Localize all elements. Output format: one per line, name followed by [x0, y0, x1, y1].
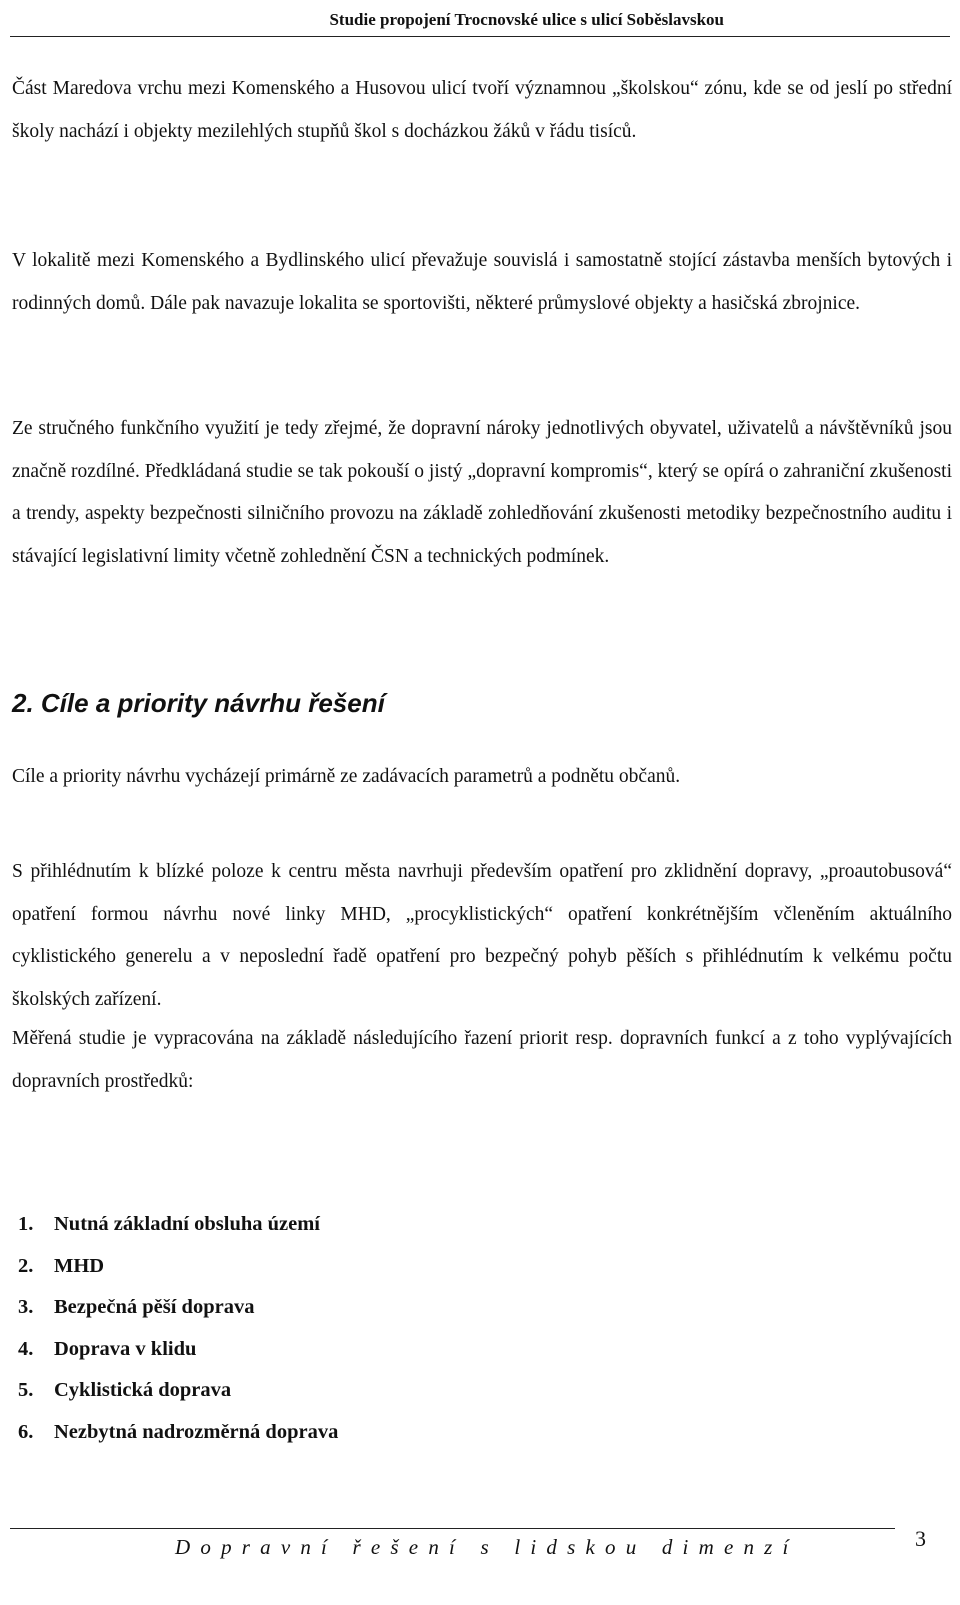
page-number: 3 [915, 1526, 926, 1551]
page-header [10, 0, 950, 37]
footer-rule [10, 1528, 895, 1529]
list-item-label: Cyklistická doprava [54, 1379, 232, 1402]
section-body-priorities: Měřená studie je vypracována na základě následujícího řazení priorit resp. dopravních funkcí a z toho vyplývajících dopravních prostředků: [12, 1028, 952, 1092]
list-item-label: Bezpečná pěší doprava [54, 1296, 255, 1319]
list-item-number: 3. [18, 1296, 34, 1319]
list-item-number: 6. [18, 1420, 34, 1443]
section-intro: Cíle a priority návrhu vycházejí primárně ze zadávacích parametrů a podnětu občanů. [12, 766, 681, 787]
footer-motto: Dopravní řešení s lidskou dimenzí [175, 1535, 799, 1559]
list-item-label: MHD [54, 1254, 105, 1277]
list-item [18, 1287, 338, 1329]
paragraph-residential-area: V lokalitě mezi Komenského a Bydlinského ulicí převažuje souvislá i samostatně stojící zástavba menších bytových i rodinných domů. Dále pak navazuje lokalita se sportovišti, některé průmyslové objekty a hasičská zbrojnice. [12, 250, 952, 314]
list-item-number: 1. [18, 1213, 34, 1235]
list-item-label: Nutná základní obsluha území [54, 1213, 320, 1235]
list-item-number: 2. [18, 1254, 34, 1277]
priority-list [18, 1204, 338, 1454]
paragraph-traffic-compromise: Ze stručného funkčního využití je tedy zřejmé, že dopravní nároky jednotlivých obyvatel, uživatelů a návštěvníků jsou značně rozdílné. Předkládaná studie se tak pokouší o jistý „dopravní kompromis“, který se opírá o zahraniční zkušenosti a trendy, aspekty bezpečnosti silničního provozu na základě zohledňování zkušenosti metodiky bezpečnostního auditu i stávající legislativní limity včetně zohlednění ČSN a technických podmínek. [12, 418, 952, 567]
list-item [18, 1204, 338, 1246]
list-item-number: 4. [18, 1337, 34, 1360]
list-item [18, 1329, 338, 1371]
section-body-measures: S přihlédnutím k blízké poloze k centru města navrhuji především opatření pro zklidnění dopravy, „proautobusová“ opatření formou návrhu nové linky MHD, „procyklistických“ opatření konkrétnějším včleněním aktuálního cyklistického generelu a v neposlední řadě opatření pro bezpečný pohyb pěších s přihlédnutím k velkému počtu školských zařízení. [12, 861, 952, 1010]
list-item [18, 1246, 338, 1288]
list-item [18, 1370, 338, 1412]
list-item-number: 5. [18, 1379, 34, 1402]
paragraph-school-zone: Část Maredova vrchu mezi Komenského a Husovou ulicí tvoří významnou „školskou“ zónu, kde se od jeslí po střední školy nachází i objekty mezilehlých stupňů škol s docházkou žáků v řádu tisíců. [12, 78, 952, 142]
header-title: Studie propojení Trocnovské ulice s ulicí Soběslavskou [329, 10, 724, 29]
list-item-label: Nezbytná nadrozměrná doprava [54, 1420, 339, 1443]
list-item [18, 1412, 338, 1454]
list-item-label: Doprava v klidu [54, 1337, 197, 1360]
section-heading: 2. Cíle a priority návrhu řešení [12, 688, 385, 718]
